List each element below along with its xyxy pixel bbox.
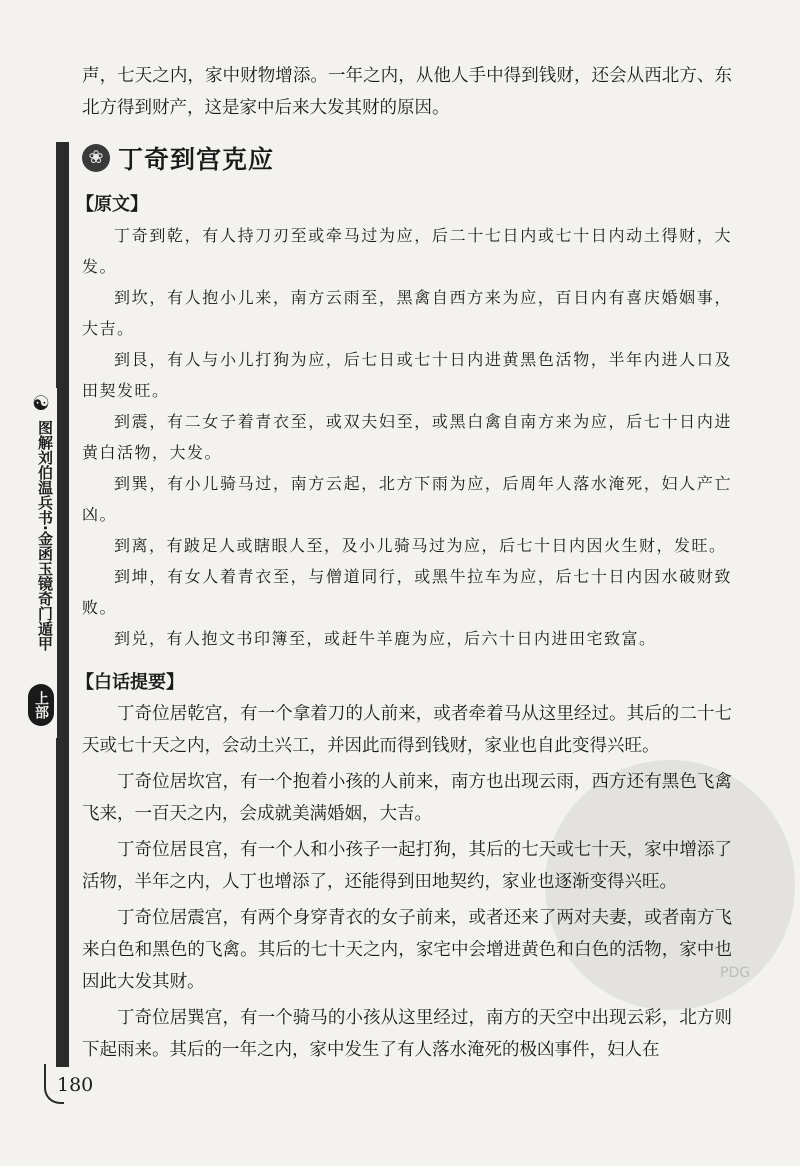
vernacular-paragraph: 丁奇位居艮宫，有一个人和小孩子一起打狗，其后的七天或七十天，家中增添了活物，半年之内，人丁也增添了，还能得到田地契约，家业也逐渐变得兴旺。	[82, 840, 732, 892]
vernacular-paragraph: 丁奇位居震宫，有两个身穿青衣的女子前来，或者还来了两对夫妻，或者南方飞来白色和黑色的飞禽。其后的七十天之内，家宅中会增进黄色和白色的活物，家中也因此大发其财。	[82, 908, 732, 992]
original-paragraph: 到坤，有女人着青衣至，与僧道同行，或黑牛拉车为应，后七十日内因水破财致败。	[82, 567, 732, 617]
original-paragraph: 丁奇到乾，有人持刀刃至或牵马过为应，后二十七日内或七十日内动土得财，大发。	[82, 226, 732, 276]
section-title: 丁奇到宫克应	[118, 145, 275, 174]
original-paragraph: 到巽，有小儿骑马过，南方云起，北方下雨为应，后周年人落水淹死，妇人产亡凶。	[82, 474, 732, 524]
original-heading: 【原文】	[76, 194, 148, 215]
vernacular-text	[82, 698, 732, 1066]
watermark-text: PDG	[720, 965, 751, 981]
section-heading	[82, 140, 732, 176]
original-paragraph: 到艮，有人与小儿打狗为应，后七日或七十日内进黄黑色活物，半年内进人口及田契发旺。	[82, 350, 732, 400]
sidebar-bar	[56, 142, 69, 1067]
original-paragraph: 到震，有二女子着青衣至，或双夫妇至，或黑白禽自南方来为应，后七十日内进黄白活物，大发。	[82, 412, 732, 462]
intro-paragraph: 声，七天之内，家中财物增添。一年之内，从他人手中得到钱财，还会从西北方、东北方得到财产，这是家中后来大发其财的原因。	[82, 66, 732, 118]
volume-badge: 上部	[28, 684, 54, 726]
original-paragraph: 到兑，有人抱文书印簿至，或赶牛羊鹿为应，后六十日内进田宅致富。	[114, 629, 657, 648]
flower-icon: ❀	[82, 144, 110, 172]
original-paragraph: 到坎，有人抱小儿来，南方云雨至，黑禽自西方来为应，百日内有喜庆婚姻事，大吉。	[82, 288, 732, 338]
vernacular-paragraph: 丁奇位居乾宫，有一个拿着刀的人前来，或者牵着马从这里经过。其后的二十七天或七十天之内，会动土兴工，并因此而得到钱财，家业也自此变得兴旺。	[82, 704, 732, 756]
page-content	[76, 60, 732, 1066]
vernacular-paragraph: 丁奇位居巽宫，有一个骑马的小孩从这里经过，南方的天空中出现云彩，北方则下起雨来。其后的一年之内，家中发生了有人落水淹死的极凶事件，妇人在	[82, 1008, 732, 1060]
original-paragraph: 到离，有跛足人或瞎眼人至，及小儿骑马过为应，后七十日内因火生财，发旺。	[114, 536, 727, 555]
page-number: 180	[57, 1074, 94, 1096]
yin-yang-icon: ☯	[32, 391, 50, 415]
vernacular-paragraph: 丁奇位居坎宫，有一个抱着小孩的人前来，南方也出现云雨，西方还有黑色飞禽飞来，一百天之内，会成就美满婚姻，大吉。	[82, 772, 732, 824]
sidebar-book-title: 图解刘伯温兵书·金函玉镜奇门遁甲	[36, 420, 54, 651]
original-text	[82, 220, 732, 654]
vernacular-heading: 【白话提要】	[76, 672, 184, 693]
